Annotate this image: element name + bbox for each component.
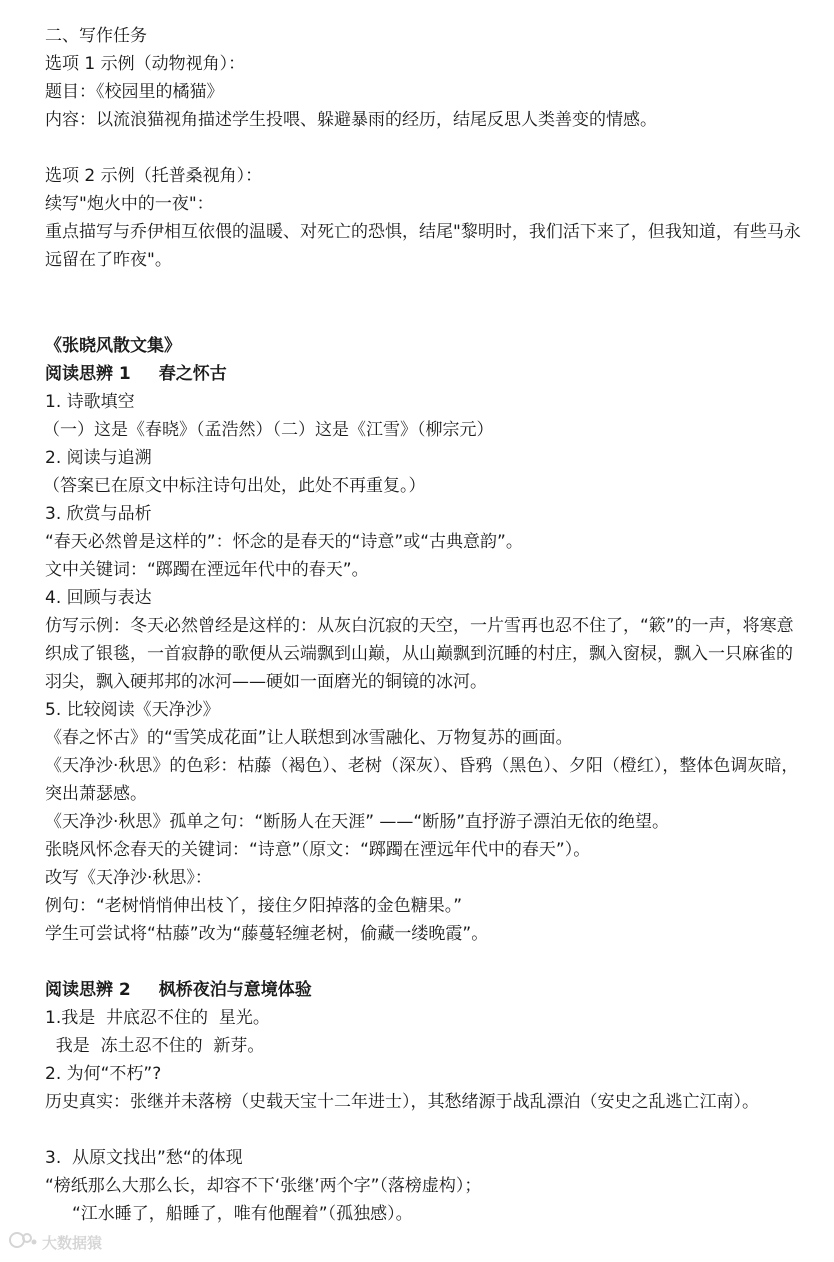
- answer-5-line-3: 《天净沙·秋思》孤单之句：“断肠人在天涯” ——“断肠”直抒游子漂泊无依的绝望。: [45, 812, 670, 832]
- answer-5-line-5: 改写《天净沙·秋思》：: [45, 868, 212, 888]
- answer-5-line-1: 《春之怀古》的“雪笑成花面”让人联想到冰雪融化、万物复苏的画面。: [45, 728, 573, 748]
- option2-label: 选项 2 示例（托普桑视角）：: [45, 166, 263, 186]
- watermark-text: 大数据猿: [42, 1233, 103, 1252]
- reading-think-2-heading: [45, 976, 805, 1004]
- question-3: 3. 欣赏与品析: [45, 504, 152, 524]
- answer-4: 仿写示例：冬天必然曾经是这样的：从灰白沉寂的天空，一片雪再也忍不住了，“簌”的一声，将寒意织成了银毯，一首寂静的歌便从云端飘到山巅，从山巅飘到沉睡的村庄，飘入窗棂，飘入一只麻雀的羽尖，飘入硬邦邦的冰河——硬如一面磨光的铜镜的冰河。: [45, 616, 794, 692]
- option1-content: 内容：以流浪猫视角描述学生投喂、躲避暴雨的经历，结尾反思人类善变的情感。: [45, 110, 657, 130]
- question-5: 5. 比较阅读《天净沙》: [45, 700, 220, 720]
- reading-think-1-title: 春之怀古: [158, 364, 227, 384]
- reading-think-1-label: 阅读思辨 1: [45, 364, 131, 384]
- answer-5-line-2: 《天净沙·秋思》的色彩：枯藤（褐色）、老树（深灰）、昏鸦（黑色）、夕阳（橙红），整体色调灰暗，突出萧瑟感。: [45, 756, 799, 804]
- question-1: 1. 诗歌填空: [45, 392, 135, 412]
- question-4: 4. 回顾与表达: [45, 588, 152, 608]
- reading-think-2-label: 阅读思辨 2: [45, 980, 131, 1000]
- reading-think-1-heading: [45, 360, 805, 388]
- answer-5-line-7: 学生可尝试将“枯藤”改为“藤蔓轻缠老树，偷藏一缕晚霞”。: [45, 924, 489, 944]
- answer-2: （答案已在原文中标注诗句出处，此处不再重复。）: [43, 476, 426, 496]
- section-heading: 二、写作任务: [45, 26, 147, 46]
- b-question-3: 3. 从原文找出”愁“的体现: [45, 1148, 243, 1168]
- bubble-logo-icon: [8, 1230, 38, 1254]
- answer-3-line-1: “春天必然曾是这样的”：怀念的是春天的“诗意”或“古典意韵”。: [45, 532, 523, 552]
- reading-think-2-title: 枫桥夜泊与意境体验: [158, 980, 312, 1000]
- answer-5-line-4: 张晓风怀念春天的关键词：“诗意”（原文：“踯躅在湮远年代中的春天”）。: [45, 840, 591, 860]
- watermark: [8, 1230, 102, 1254]
- book-title: 《张晓风散文集》: [45, 336, 181, 356]
- b-answer-1-line-1: 1.我是 井底忍不住的 星光。: [45, 1008, 270, 1028]
- answer-5-line-6: 例句：“老树悄悄伸出枝丫，接住夕阳掉落的金色糖果。”: [45, 896, 463, 916]
- option1-title: 题目：《校园里的橘猫》: [45, 82, 224, 102]
- option2-content: 重点描写与乔伊相互依偎的温暖、对死亡的恐惧，结尾"黎明时，我们活下来了，但我知道，有些马永远留在了昨夜"。: [45, 222, 801, 270]
- option2-continue: 续写"炮火中的一夜"：: [45, 194, 214, 214]
- b-answer-2: 历史真实：张继并未落榜（史载天宝十二年进士），其愁绪源于战乱漂泊（安史之乱逃亡江南）。: [45, 1092, 759, 1112]
- b-answer-1-line-2: 我是 冻土忍不住的 新芽。: [45, 1036, 265, 1056]
- b-question-2: 2. 为何“不朽”?: [45, 1064, 162, 1084]
- option1-label: 选项 1 示例（动物视角）：: [45, 54, 246, 74]
- b-answer-3-line-1: “榜纸那么大那么长，却容不下‘张继’两个字”（落榜虚构）；: [45, 1176, 482, 1196]
- answer-1: （一）这是《春晓》（孟浩然）（二）这是《江雪》（柳宗元）: [43, 420, 494, 440]
- answer-3-line-2: 文中关键词：“踯躅在湮远年代中的春天”。: [45, 560, 369, 580]
- question-2: 2. 阅读与追溯: [45, 448, 152, 468]
- b-answer-3-line-2: “江水睡了，船睡了，唯有他醒着”（孤独感）。: [72, 1204, 413, 1224]
